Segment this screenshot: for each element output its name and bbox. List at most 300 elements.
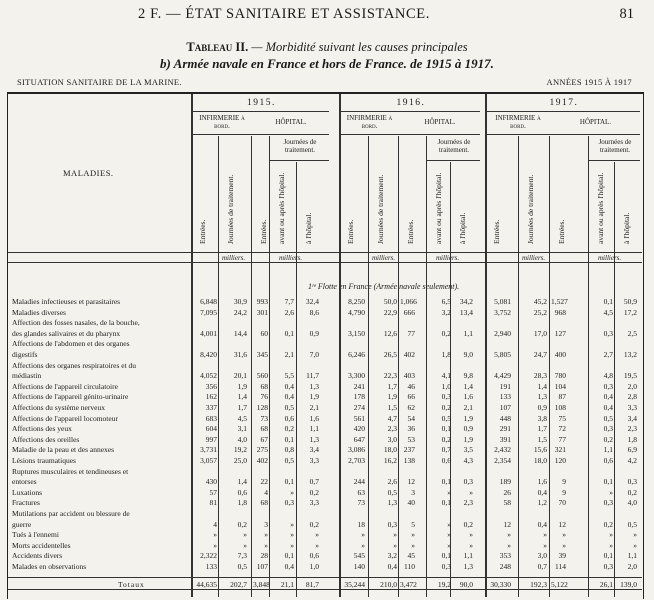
table-cell: 54 [407,413,415,423]
table-cell: 14,4 [233,328,247,338]
table-cell: 3,4 [627,413,637,423]
table-cell: » [411,530,415,540]
table-cell: 0,5 [237,562,247,571]
table-row [8,435,643,444]
tableau-label: Tableau II. [186,40,249,54]
table-cell: 1,1 [463,328,473,338]
table-cell: 666 [403,307,415,317]
table-cell: 60 [260,328,268,338]
table-cell: 22,9 [383,307,397,317]
table-cell: 81 [209,498,217,508]
table-cell: 8,6 [309,307,319,317]
year-heading: 1916. [396,98,426,108]
rotated-column-label: Entrées. [346,219,355,244]
table-cell: 3,5 [463,445,473,455]
table-cell: 2,940 [494,328,511,338]
table-cell: 7,7 [284,297,294,306]
table-cell: 0,5 [387,487,397,497]
table-cell: 191 [499,381,511,391]
table-cell: 0,3 [284,498,294,508]
table-cell: 0,2 [441,434,451,444]
running-title: 2 F. — ÉTAT SANITAIRE ET ASSISTANCE. [138,6,430,22]
table-cell: 1,9 [387,392,397,402]
table-cell: 18,0 [383,445,397,455]
table-cell: 1,5 [387,403,397,412]
table-subtitle: b) Armée navale en France et hors de France. de 1915 à 1917. [160,56,494,71]
table-cell: 1,9 [463,434,473,444]
hopital-heading: HÔPITAL. [275,118,307,126]
table-cell: 4,790 [348,307,365,317]
table-cell: 9 [562,477,566,487]
table-cell: » [447,487,451,497]
table-cell: 0,7 [309,477,319,487]
table-cell: 274 [353,403,365,412]
table-cell: 0,2 [237,519,247,529]
table-row [8,509,643,518]
table-cell: 77 [558,434,566,444]
table-row [8,424,643,433]
table-cell: 2,0 [627,381,637,391]
rotated-column-label: avant ou après l'hôpital. [277,172,286,244]
table-cell: 133 [499,392,511,402]
table-row [8,498,643,507]
table-cell: 9 [562,487,566,497]
table-cell: 0,3 [603,381,613,391]
table-cell: 0,4 [537,519,547,529]
table-cell: 4,1 [441,371,451,381]
total-cell: 19,2 [437,580,451,589]
table-cell: 3,300 [348,371,365,381]
table-cell: » [213,530,217,540]
table-cell: 5,5 [284,371,294,381]
table-cell: 356 [205,381,217,391]
table-cell: 2,322 [200,551,217,561]
subgroup-rule [341,134,480,135]
table-cell: » [507,540,511,550]
table-cell: 2,6 [284,307,294,317]
table-cell: 0,5 [603,413,613,423]
row-label: Maladies infectieuses et parasitaires [12,297,121,306]
table-cell: » [290,519,294,529]
year-rule [341,111,480,112]
table-cell: 68 [260,424,268,434]
row-label: Morts accidentelles [12,540,71,550]
morbidity-table [7,92,644,599]
table-cell: 2,432 [494,445,511,455]
table-cell: 400 [554,350,566,359]
table-cell: 3,0 [537,551,547,561]
table-cell: 73 [260,413,268,423]
row-label: guerre [12,519,32,529]
table-row [8,467,643,476]
table-cell: 138 [403,456,415,465]
table-cell: 68 [260,498,268,508]
total-cell: 35,244 [344,580,365,589]
table-cell: » [243,540,247,550]
milliers-label: milliers. [598,254,622,262]
table-cell: 3,4 [309,445,319,455]
table-cell: 0,1 [284,477,294,487]
table-cell: 1,8 [627,434,637,444]
table-cell: 0,3 [387,519,397,529]
table-cell: 345 [256,350,268,359]
table-cell: 237 [403,445,415,455]
table-cell: 63 [357,487,365,497]
rotated-column-label: Journées de traitement. [376,174,385,244]
table-cell: 1,3 [387,498,397,508]
table-cell: 140 [353,562,365,571]
table-cell: 26 [503,487,511,497]
table-cell: 62 [407,403,415,412]
table-cell: 0,4 [603,403,613,412]
table-cell: 133 [205,562,217,571]
total-cell: 44,635 [196,580,217,589]
table-cell: 3,086 [348,445,365,455]
table-cell: 22,3 [383,371,397,381]
table-cell: 6,246 [348,350,365,359]
table-cell: 0,5 [627,519,637,529]
table-cell: 25,0 [233,456,247,465]
journees-rule [269,160,329,161]
table-cell: 403 [403,371,415,381]
table-cell: » [361,530,365,540]
table-cell: 1,3 [309,381,319,391]
table-cell: » [393,540,397,550]
table-title [0,40,654,55]
table-cell: 67 [260,434,268,444]
table-row [8,308,643,317]
table-cell: 4,8 [603,371,613,381]
table-cell: 0,6 [284,413,294,423]
total-cell: 210,0 [380,580,397,589]
table-cell: » [562,530,566,540]
table-cell: 391 [499,434,511,444]
table-cell: 780 [554,371,566,381]
maladies-header: MALADIES. [63,168,114,178]
table-row [8,318,643,327]
row-label: des glandes salivaires et du pharynx [12,328,121,338]
table-cell: 2,3 [627,424,637,434]
table-cell: 32,4 [305,297,319,306]
row-label: Affections de l'abdomen et des organes [12,339,130,349]
table-cell: 2,8 [627,392,637,402]
milliers-label: milliers. [522,254,546,262]
table-cell: 3,150 [348,328,365,338]
table-row [8,456,643,465]
row-label: Affections de l'appareil génito-urinaire [12,392,129,402]
row-label: Accidents divers [12,551,63,561]
milliers-label: milliers. [279,254,303,262]
totaux-label: Totaux [118,580,145,589]
table-cell: 73 [357,498,365,508]
table-cell: 4,001 [200,328,217,338]
table-cell: 4,5 [603,307,613,317]
table-row [8,329,643,338]
table-cell: 108 [554,403,566,412]
table-cell: 0,1 [441,477,451,487]
row-label: Affections de l'appareil circulatoire [12,381,118,391]
table-cell: 50,9 [623,297,637,306]
section-label: 1ʳᵉ Flotte en France (Armée navale seulement). [308,282,460,291]
table-cell: 3 [264,519,268,529]
table-cell: 4,0 [237,434,247,444]
table-cell: 66 [407,392,415,402]
table-cell: 3,057 [200,456,217,465]
row-label: Maladie de la peau et des annexes [12,445,115,455]
table-cell: 1,6 [537,477,547,487]
table-cell: 4,052 [200,371,217,381]
journees-rule [426,160,480,161]
row-label: Affections des oreilles [12,434,80,444]
table-cell: 0,7 [537,562,547,571]
table-cell: » [264,540,268,550]
milliers-rule [8,262,642,263]
row-label: Affection des fosses nasales, de la bouche, [12,318,140,328]
table-cell: 77 [407,328,415,338]
table-row [8,445,643,454]
table-cell: 16,2 [383,456,397,465]
table-cell: 34,2 [459,297,473,306]
table-cell: 0,5 [441,413,451,423]
table-cell: 2,354 [494,456,511,465]
table-cell: 968 [554,307,566,317]
table-row [8,297,643,306]
table-cell: 24,7 [533,350,547,359]
rotated-column-label: avant ou après l'hôpital. [434,172,443,244]
table-cell: 4,3 [463,456,473,465]
table-cell: 1,6 [309,413,319,423]
table-cell: » [507,530,511,540]
row-label: Maladies diverses [12,307,66,317]
table-cell: » [469,530,473,540]
table-cell: 114 [555,562,566,571]
rotated-column-label: Entrées. [492,219,501,244]
table-cell: 45 [407,551,415,561]
table-cell: 162 [205,392,217,402]
infirmerie-heading: INFIRMERIE à bord. [199,114,245,130]
total-cell: 5,122 [551,580,568,589]
milliers-label: milliers. [372,254,396,262]
milliers-label: milliers. [436,254,460,262]
table-cell: 402 [403,350,415,359]
total-cell: 3,848 [253,580,270,589]
table-row [8,520,643,529]
table-cell: 1,8 [237,498,247,508]
table-cell: 19,2 [233,445,247,455]
table-cell: 3,2 [387,551,397,561]
rotated-column-label: Entrées. [557,219,566,244]
row-label: Tués à l'ennemi [12,530,59,540]
table-cell: 107 [256,562,268,571]
table-cell: 1,9 [309,392,319,402]
table-cell: » [264,530,268,540]
table-cell: 68 [260,381,268,391]
table-cell: 1,4 [537,381,547,391]
table-cell: 291 [499,424,511,434]
table-cell: 1,8 [441,350,451,359]
table-cell: 128 [256,403,268,412]
table-cell: 0,4 [537,487,547,497]
table-cell: 17,2 [623,307,637,317]
row-label: médiastin [12,371,42,381]
rotated-column-label: Journées de traitement. [526,174,535,244]
table-cell: 0,3 [627,477,637,487]
table-cell: 3,8 [537,413,547,423]
table-cell: 0,3 [603,562,613,571]
table-cell: 337 [205,403,217,412]
table-row [8,488,643,497]
table-cell: 647 [353,434,365,444]
table-cell: 3,752 [494,307,511,317]
table-cell: 7,0 [309,350,319,359]
table-row [8,541,643,550]
table-cell: 0,9 [463,424,473,434]
table-cell: 1,3 [309,434,319,444]
table-cell: 1,9 [237,381,247,391]
table-cell: 12 [503,519,511,529]
table-cell: 275 [256,445,268,455]
table-cell: 3 [411,487,415,497]
table-cell: 1,7 [237,403,247,412]
row-label: Affections de l'appareil locomoteur [12,413,118,423]
table-row [8,530,643,539]
journees-rule [588,160,640,161]
hopital-heading: HÔPITAL. [579,118,612,126]
rotated-column-label: à l'hôpital. [304,212,313,244]
table-cell: » [361,540,365,550]
table-cell: 7,095 [200,307,217,317]
row-label: Affections des organes respiratoires et du [12,360,137,370]
table-cell: 36 [407,424,415,434]
table-cell: » [543,530,547,540]
table-cell: » [447,519,451,529]
table-cell: » [447,540,451,550]
table-cell: 2,5 [627,328,637,338]
table-cell: 0,2 [441,328,451,338]
total-cell: 81,7 [305,580,319,589]
table-cell: 18 [357,519,365,529]
table-cell: 2,1 [284,350,294,359]
table-cell: 0,2 [441,403,451,412]
table-cell: 0,1 [441,424,451,434]
table-cell: 2,1 [309,403,319,412]
table-cell: 2,7 [603,350,613,359]
table-cell: » [609,540,613,550]
table-cell: 75 [558,413,566,423]
table-cell: 12 [558,519,566,529]
table-cell: 6,848 [200,297,217,306]
table-cell: 6,5 [441,297,451,306]
table-cell: 0,5 [284,403,294,412]
table-cell: 19,5 [623,371,637,381]
table-cell: » [393,530,397,540]
hopital-heading: HÔPITAL. [424,118,456,126]
table-cell: 0,1 [441,498,451,508]
table-cell: 1,0 [441,381,451,391]
table-cell: 8,250 [348,297,365,306]
table-cell: 3,3 [627,403,637,412]
title-text: — Morbidité suivant les causes principales [251,40,468,54]
table-cell: 0,1 [284,551,294,561]
table-cell: 0,3 [463,477,473,487]
table-cell: 0,4 [284,392,294,402]
journees-heading: Journées de traitement. [437,138,471,154]
milliers-label: milliers. [222,254,246,262]
table-cell: 2,6 [387,477,397,487]
infirmerie-heading: INFIRMERIE à bord. [346,114,393,130]
rotated-column-label: à l'hôpital. [622,212,631,244]
table-row [8,350,643,359]
row-label: digestifs [12,350,38,359]
rotated-column-label: Entrées. [198,219,207,244]
years-label: ANNÉES 1915 À 1917 [546,77,632,87]
table-cell: » [633,540,637,550]
table-cell: 4,7 [387,413,397,423]
table-cell: 0,2 [463,519,473,529]
table-cell: 3,1 [237,424,247,434]
table-cell: 301 [256,307,268,317]
rotated-column-label: Entrées. [406,219,415,244]
table-cell: 28,3 [533,371,547,381]
table-cell: » [469,540,473,550]
total-cell: 30,330 [490,580,511,589]
table-cell: 1,6 [463,392,473,402]
table-cell: 1,1 [309,424,319,434]
table-cell: 25,2 [533,307,547,317]
table-cell: 3,0 [387,434,397,444]
table-row [8,371,643,380]
table-cell: 0,4 [387,562,397,571]
table-cell: 1,1 [603,445,613,455]
table-cell: 104 [554,381,566,391]
table-row [8,339,643,348]
table-cell: 0,2 [309,487,319,497]
table-cell: 241 [353,381,365,391]
table-cell: 45,2 [533,297,547,306]
table-cell: 127 [554,328,566,338]
table-cell: 3,3 [309,456,319,465]
table-cell: 107 [499,403,511,412]
table-cell: 0,1 [603,551,613,561]
table-cell: » [315,540,319,550]
table-cell: 87 [558,392,566,402]
table-cell: 0,4 [284,381,294,391]
table-row [8,392,643,401]
table-cell: 58 [503,498,511,508]
table-cell: » [469,487,473,497]
rotated-column-label: Journées de traitement. [226,174,235,244]
table-cell: 560 [256,371,268,381]
table-cell: 0,6 [603,456,613,465]
table-cell: 0,4 [284,562,294,571]
table-cell: 0,8 [284,445,294,455]
table-cell: 0,9 [537,403,547,412]
total-cell: 192,3 [530,580,547,589]
table-cell: 5 [411,519,415,529]
totaux-bottom-rule [8,589,642,590]
table-cell: 5,081 [494,297,511,306]
table-cell: 997 [205,434,217,444]
row-label: Affections des yeux [12,424,72,434]
table-cell: 0,3 [441,392,451,402]
table-cell: 7,3 [237,551,247,561]
year-heading: 1917. [549,98,579,108]
table-cell: 5,805 [494,350,511,359]
table-cell: 3,3 [309,498,319,508]
total-cell: 21,1 [280,580,294,589]
table-cell: 1,7 [537,424,547,434]
table-cell: 178 [353,392,365,402]
